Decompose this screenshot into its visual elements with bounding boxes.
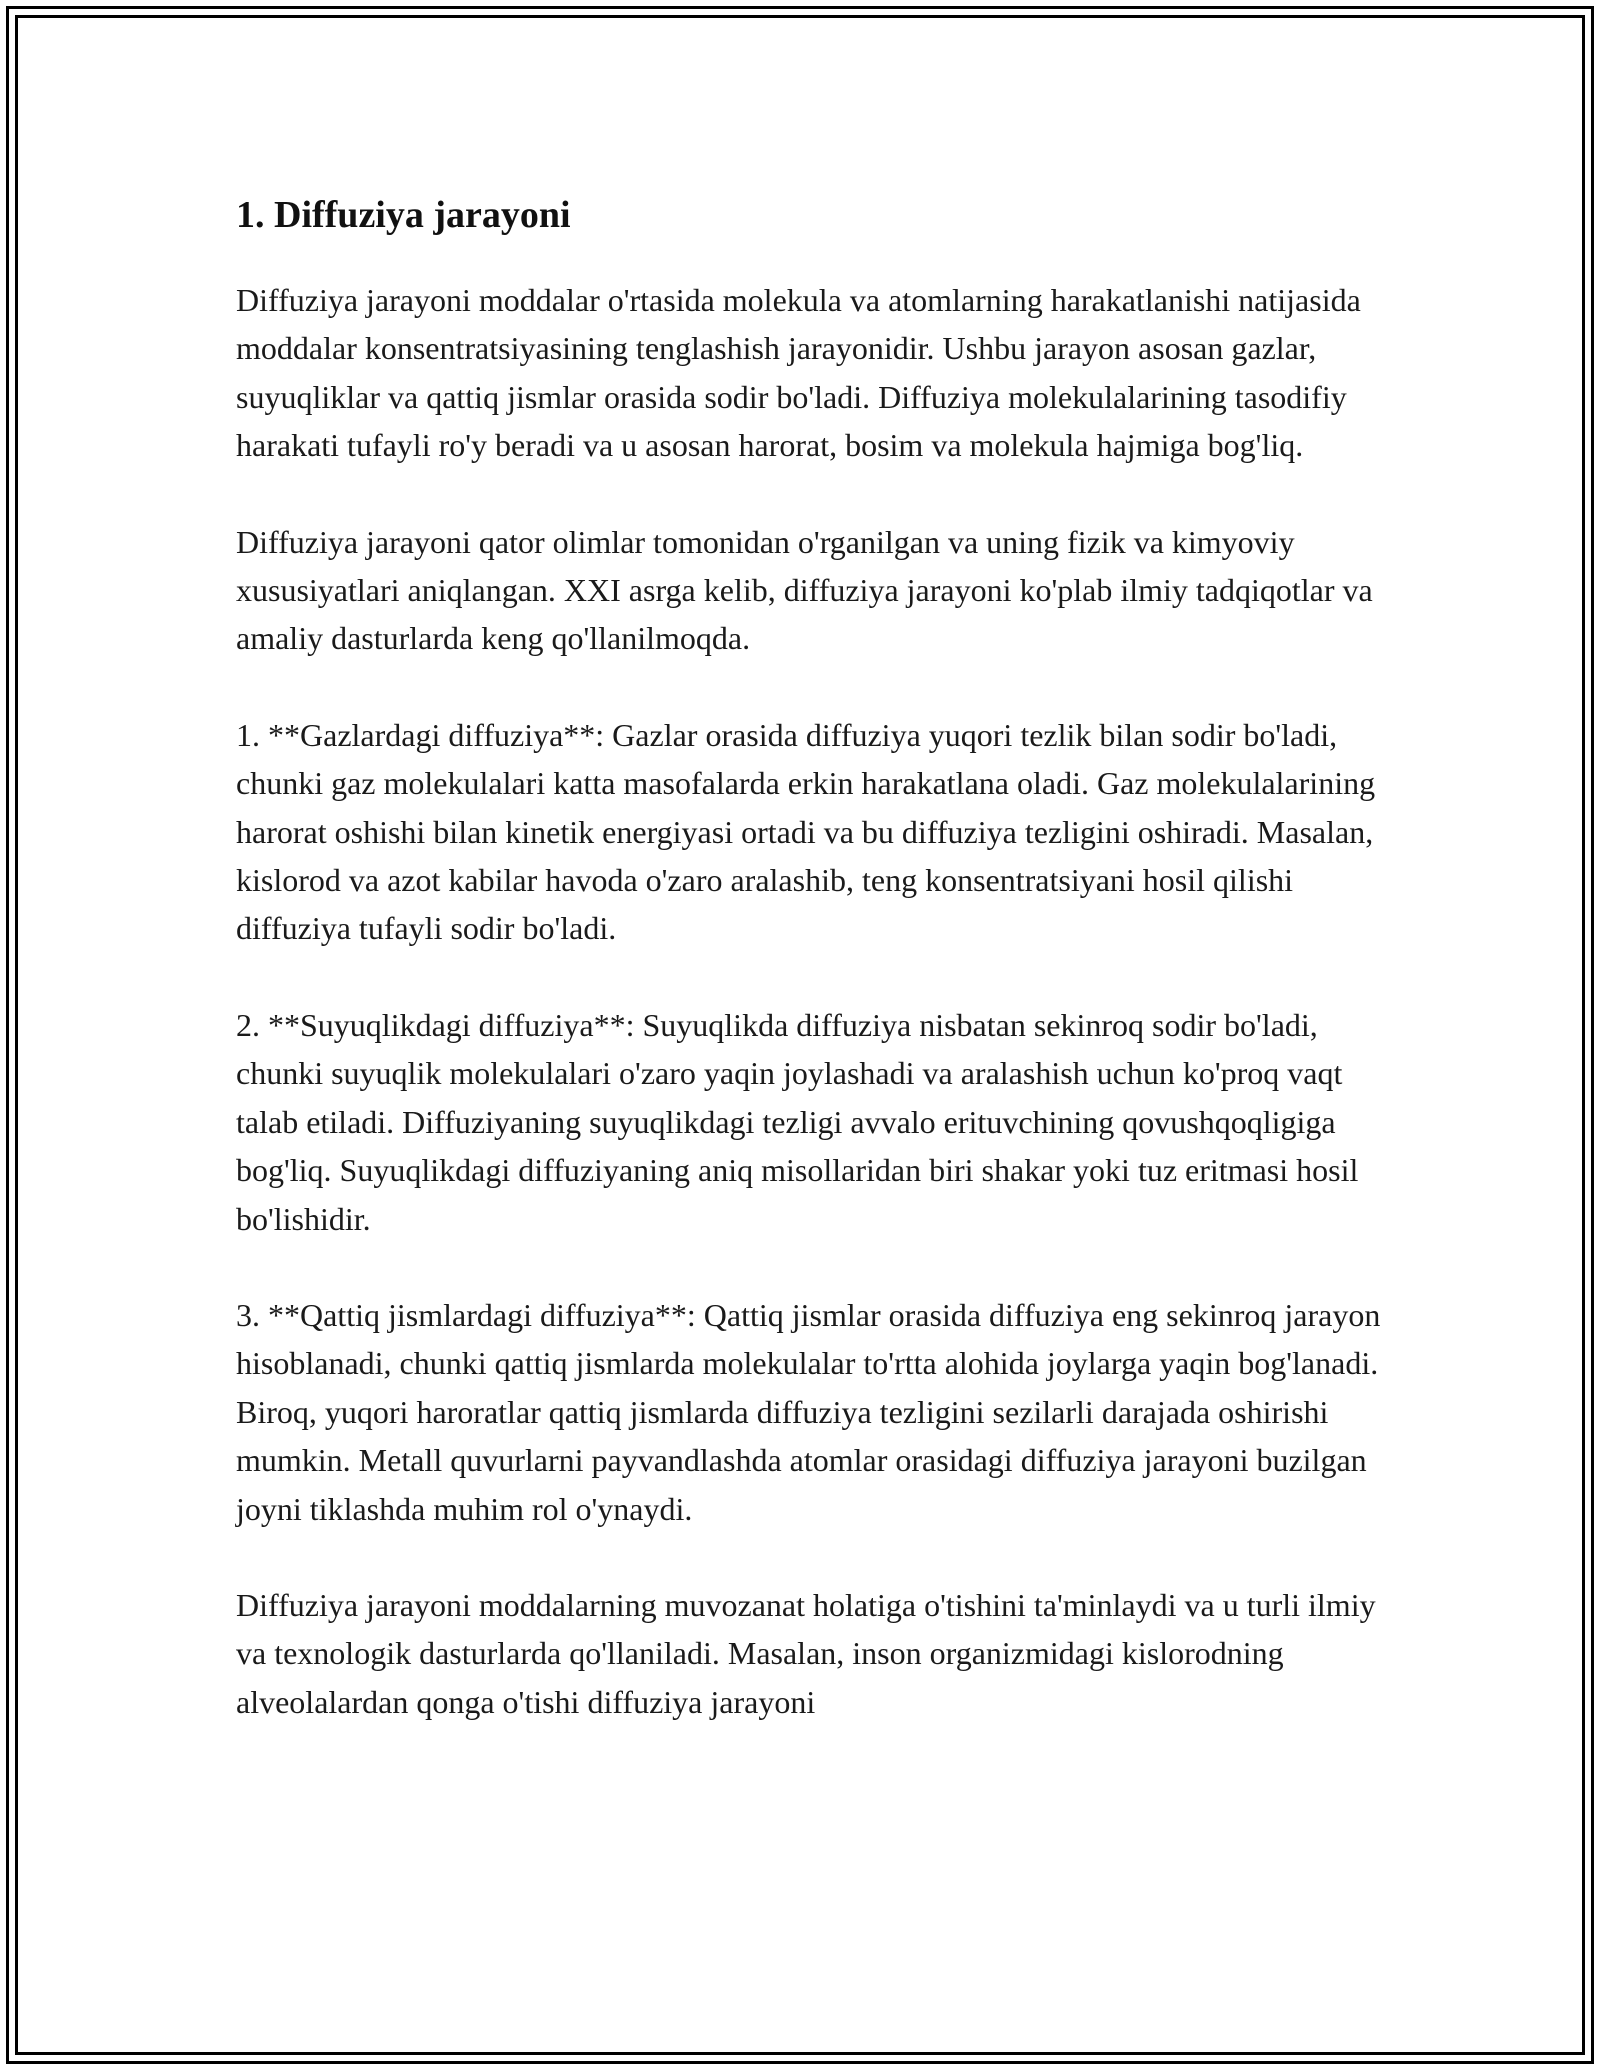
paragraph-conclusion: Diffuziya jarayoni moddalarning muvozanat holatiga o'tishini ta'minlaydi va u turli ilmiy va texnologik dasturlarda qo'llaniladi. Masalan, inson organizmidagi kislorodning alveolalardan qonga o'tishi diffuziya jarayoni	[236, 1586, 1376, 1720]
paragraph-intro: Diffuziya jarayoni moddalar o'rtasida molekula va atomlarning harakatlanishi natijasida moddalar konsentratsiyasining tenglashish jarayonidir. Ushbu jarayon asosan gazlar, suyuqliklar va qattiq jismlar orasida sodir bo'ladi. Diffuziya molekulalarining tasodifiy harakati tufayli ro'y beradi va u asosan harorat, bosim va molekula hajmiga bog'liq.	[236, 282, 1361, 464]
paragraph-research: Diffuziya jarayoni qator olimlar tomonidan o'rganilgan va uning fizik va kimyoviy xususiyatlari aniqlangan. XXI asrga kelib, diffuziya jarayoni ko'plab ilmiy tadqiqotlar va amaliy dasturlarda keng qo'llanilmoqda.	[236, 523, 1373, 657]
section-heading: 1. Diffuziya jarayoni	[236, 194, 571, 236]
paragraph-gas-diffusion: 1. **Gazlardagi diffuziya**: Gazlar orasida diffuziya yuqori tezlik bilan sodir bo'ladi, chunki gaz molekulalari katta masofalarda erkin harakatlana oladi. Gaz molekulalarining harorat oshishi bilan kinetik energiyasi ortadi va bu diffuziya tezligini oshiradi. Masalan, kislorod va azot kabilar havoda o'zaro aralashib, teng konsentratsiyani hosil qilishi diffuziya tufayli sodir bo'ladi.	[236, 716, 1376, 947]
paragraph-liquid-diffusion: 2. **Suyuqlikdagi diffuziya**: Suyuqlikda diffuziya nisbatan sekinroq sodir bo'ladi, chunki suyuqlik molekulalari o'zaro yaqin joylashadi va aralashish uchun ko'proq vaqt talab etiladi. Diffuziyaning suyuqlikdagi tezligi avvalo erituvchining qovushqoqligiga bog'liq. Suyuqlikdagi diffuziyaning aniq misollaridan biri shakar yoki tuz eritmasi hosil bo'lishidir.	[236, 1006, 1359, 1237]
paragraph-solid-diffusion: 3. **Qattiq jismlardagi diffuziya**: Qattiq jismlar orasida diffuziya eng sekinroq jarayon hisoblanadi, chunki qattiq jismlarda molekulalar to'rtta alohida joylarga yaqin bog'lanadi. Biroq, yuqori haroratlar qattiq jismlarda diffuziya tezligini sezilarli darajada oshirishi mumkin. Metall quvurlarni payvandlashda atomlar orasidagi diffuziya jarayoni buzilgan joyni tiklashda muhim rol o'ynaydi.	[236, 1296, 1381, 1527]
document-body	[236, 188, 1386, 1774]
